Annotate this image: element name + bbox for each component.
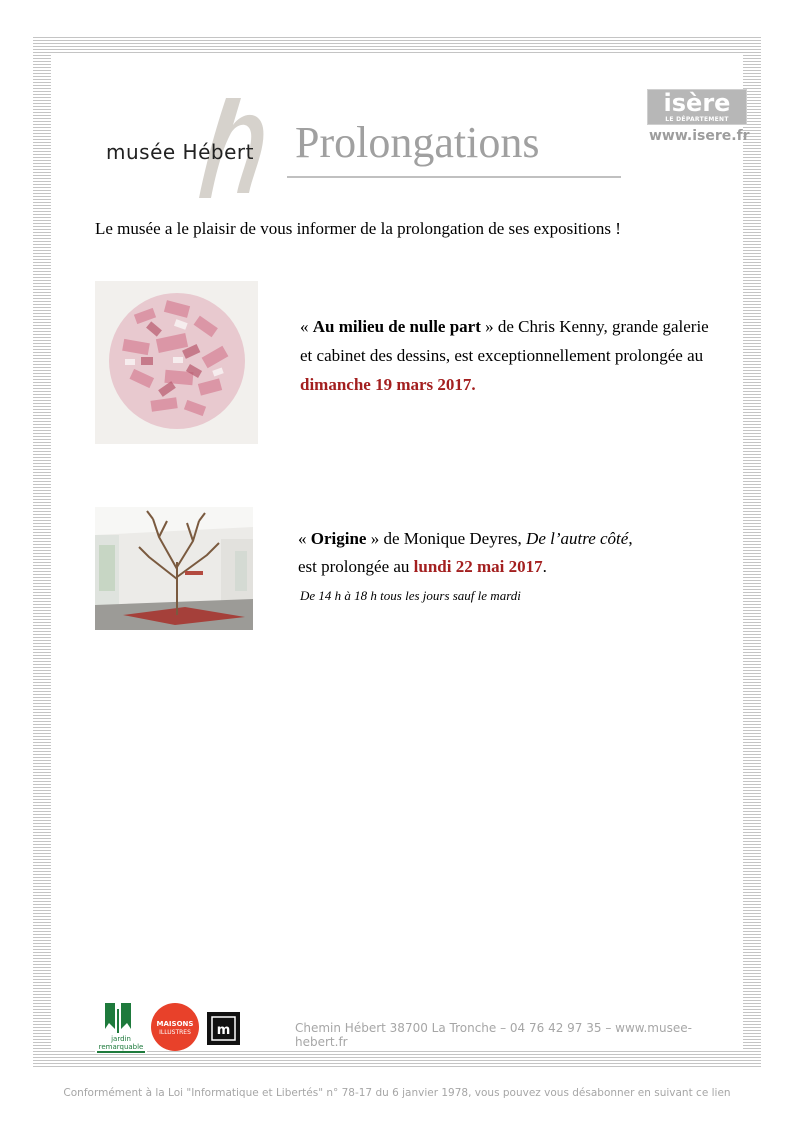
jardin-line1: jardin [111,1035,131,1043]
jardin-remarquable-logo[interactable] [95,999,147,1053]
quote-close: » [366,529,380,548]
exhibition-1-description [300,312,720,399]
maisons-line1: MAISONS [156,1020,194,1028]
m-letter: m [216,1023,231,1038]
page-frame [33,37,761,1067]
isere-url-link[interactable]: www.isere.fr [649,128,750,144]
exhibition-2-date: lundi 22 mai 2017 [413,557,543,576]
maisons-illustres-logo[interactable] [150,1002,200,1052]
title-divider [287,176,621,178]
comma: , [628,529,633,548]
isere-logo-tagline: LE DÉPARTEMENT [665,116,729,123]
isere-logo-word: isère [663,89,731,117]
exhibition-2-title: Origine [310,529,367,548]
artwork-photo [95,281,258,444]
opening-hours: De 14 h à 18 h tous les jours sauf le mardi [300,588,521,603]
quote-open: « [298,529,311,548]
intro-text: Le musée a le plaisir de vous informer de la prolongation de ses expositions ! [95,219,621,238]
unsubscribe-notice[interactable]: Conformément à la Loi "Informatique et Libertés" n° 78-17 du 6 janvier 1978, vous pouvez vous désabonner en suivant ce lien [63,1087,731,1099]
newsletter-body [51,55,750,1051]
page-title: Prolongations [295,118,540,167]
isere-logo[interactable] [647,89,747,125]
exhibition-2-subtitle: De l’autre côté [526,529,629,548]
exhibition-2-prolonged-text: est prolongée au [298,557,414,576]
musee-m-logo[interactable] [207,1012,240,1045]
maisons-line2: ILLUSTRES [159,1029,191,1036]
exhibition-2-description [298,525,718,581]
quote-close: » [480,317,494,336]
contact-info: Chemin Hébert 38700 La Tronche – 04 76 42 97 35 – www.musee-hebert.fr [295,1021,692,1049]
exhibition-2-artist: de Monique Deyres, [379,529,527,548]
exhibition-1-title: Au milieu de nulle part [312,317,481,336]
museum-name: musée Hébert [106,140,254,164]
jardin-line2: remarquable [98,1043,144,1051]
period: . [542,557,547,576]
exhibition-1-date: dimanche 19 mars 2017. [300,375,476,394]
exhibition-1-text: de Chris Kenny, grande galerie et cabinet des dessins, est exceptionnellement prolongée au [300,317,709,365]
installation-photo [95,507,253,630]
quote-open: « [300,317,313,336]
